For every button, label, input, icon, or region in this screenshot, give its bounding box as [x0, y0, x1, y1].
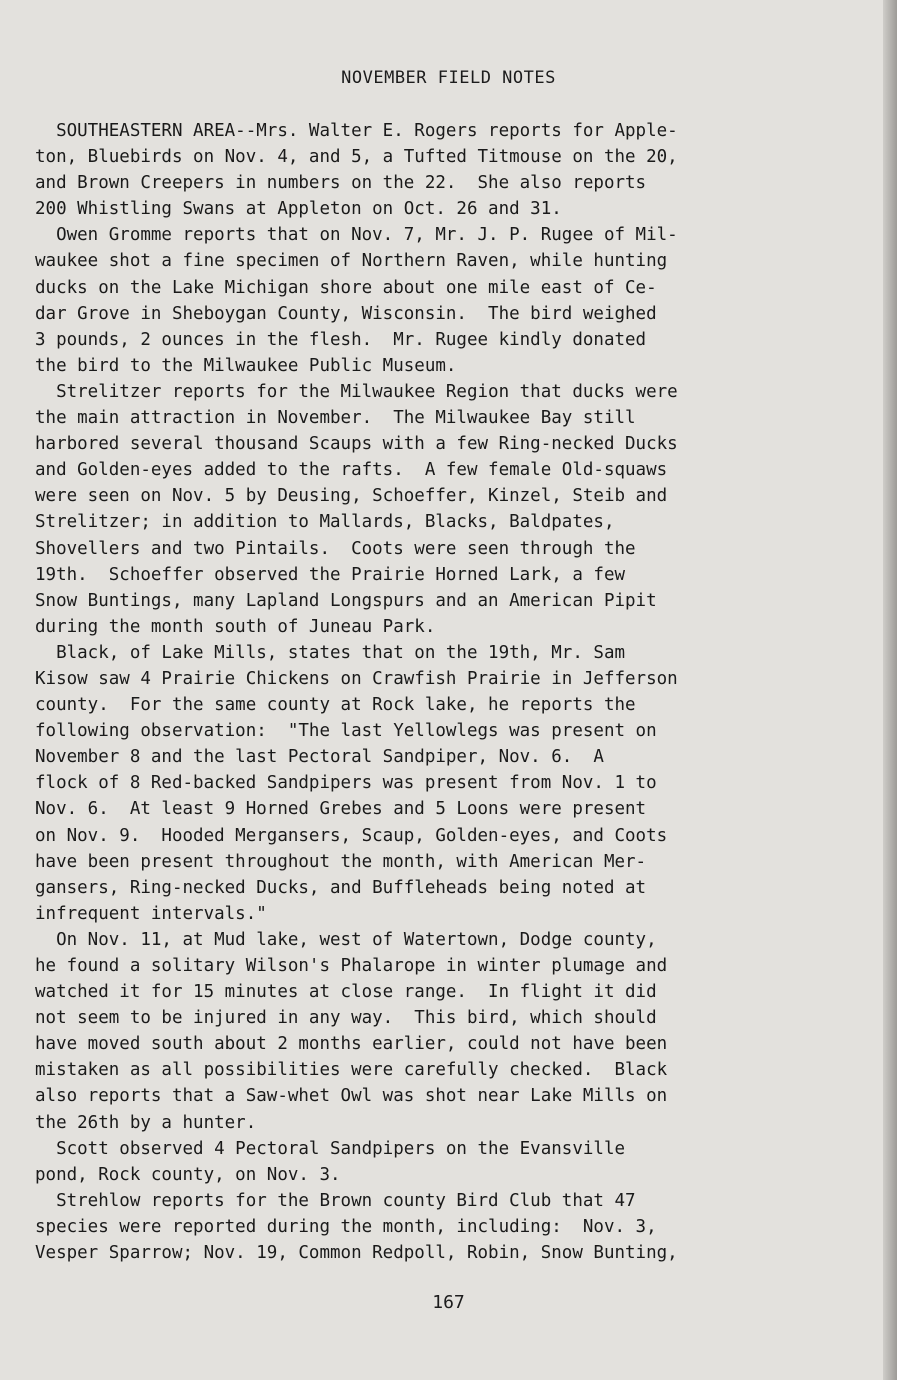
text-line: have been present throughout the month, with American Mer-: [35, 851, 647, 872]
text-line: mistaken as all possibilities were carefully checked. Black: [35, 1060, 668, 1081]
page-number: 167: [432, 1292, 465, 1313]
body-text: [35, 118, 855, 1266]
text-line: species were reported during the month, including: Nov. 3,: [35, 1216, 657, 1237]
text-line: not seem to be injured in any way. This bird, which should: [35, 1008, 657, 1029]
text-line: county. For the same county at Rock lake, he reports the: [35, 695, 636, 716]
text-line: 3 pounds, 2 ounces in the flesh. Mr. Rugee kindly donated: [35, 329, 647, 350]
text-line: Strelitzer; in addition to Mallards, Blacks, Baldpates,: [35, 512, 615, 533]
text-line: harbored several thousand Scaups with a few Ring-necked Ducks: [35, 434, 678, 455]
text-line: Vesper Sparrow; Nov. 19, Common Redpoll, Robin, Snow Bunting,: [35, 1243, 678, 1264]
text-line: ton, Bluebirds on Nov. 4, and 5, a Tufted Titmouse on the 20,: [35, 147, 678, 168]
text-line: pond, Rock county, on Nov. 3.: [35, 1164, 341, 1185]
text-line: following observation: "The last Yellowlegs was present on: [35, 721, 657, 742]
text-line: gansers, Ring-necked Ducks, and Buffleheads being noted at: [35, 877, 647, 898]
text-line: November 8 and the last Pectoral Sandpiper, Nov. 6. A: [35, 747, 604, 768]
page-title: NOVEMBER FIELD NOTES: [341, 68, 556, 88]
page-edge-shadow: [883, 0, 897, 1380]
text-line: the 26th by a hunter.: [35, 1112, 257, 1133]
text-line: the bird to the Milwaukee Public Museum.: [35, 355, 457, 376]
text-line: flock of 8 Red-backed Sandpipers was present from Nov. 1 to: [35, 773, 657, 794]
text-line: Shovellers and two Pintails. Coots were seen through the: [35, 538, 636, 559]
text-line: he found a solitary Wilson's Phalarope in winter plumage and: [35, 956, 668, 976]
text-line: Strehlow reports for the Brown county Bird Club that 47: [35, 1190, 636, 1211]
text-line: infrequent intervals.": [35, 903, 267, 924]
text-line: and Golden-eyes added to the rafts. A few female Old-squaws: [35, 460, 668, 481]
text-line: 200 Whistling Swans at Appleton on Oct. 26 and 31.: [35, 199, 562, 220]
text-line: were seen on Nov. 5 by Deusing, Schoeffer, Kinzel, Steib and: [35, 486, 668, 507]
text-line: watched it for 15 minutes at close range. In flight it did: [35, 982, 657, 1003]
text-line: ducks on the Lake Michigan shore about one mile east of Ce-: [35, 277, 657, 298]
text-line: Owen Gromme reports that on Nov. 7, Mr. J. P. Rugee of Mil-: [35, 225, 678, 246]
text-line: Kisow saw 4 Prairie Chickens on Crawfish Prairie in Jefferson: [35, 668, 678, 689]
text-line: during the month south of Juneau Park.: [35, 616, 436, 637]
text-line: Snow Buntings, many Lapland Longspurs and an American Pipit: [35, 590, 657, 611]
text-line: on Nov. 9. Hooded Mergansers, Scaup, Golden-eyes, and Coots: [35, 825, 668, 846]
text-line: Black, of Lake Mills, states that on the 19th, Mr. Sam: [35, 642, 626, 663]
text-line: On Nov. 11, at Mud lake, west of Watertown, Dodge county,: [35, 929, 657, 950]
text-line: SOUTHEASTERN AREA--Mrs. Walter E. Rogers reports for Apple-: [35, 121, 678, 141]
text-line: Scott observed 4 Pectoral Sandpipers on the Evansville: [35, 1138, 626, 1159]
text-line: waukee shot a fine specimen of Northern Raven, while hunting: [35, 251, 668, 272]
text-line: Nov. 6. At least 9 Horned Grebes and 5 Loons were present: [35, 799, 647, 820]
text-line: and Brown Creepers in numbers on the 22. She also reports: [35, 173, 647, 194]
text-line: Strelitzer reports for the Milwaukee Region that ducks were: [35, 381, 678, 402]
text-line: 19th. Schoeffer observed the Prairie Horned Lark, a few: [35, 564, 626, 585]
text-line: dar Grove in Sheboygan County, Wisconsin. The bird weighed: [35, 303, 657, 324]
text-line: have moved south about 2 months earlier, could not have been: [35, 1034, 668, 1055]
text-line: also reports that a Saw-whet Owl was shot near Lake Mills on: [35, 1086, 668, 1107]
text-line: the main attraction in November. The Milwaukee Bay still: [35, 408, 636, 429]
